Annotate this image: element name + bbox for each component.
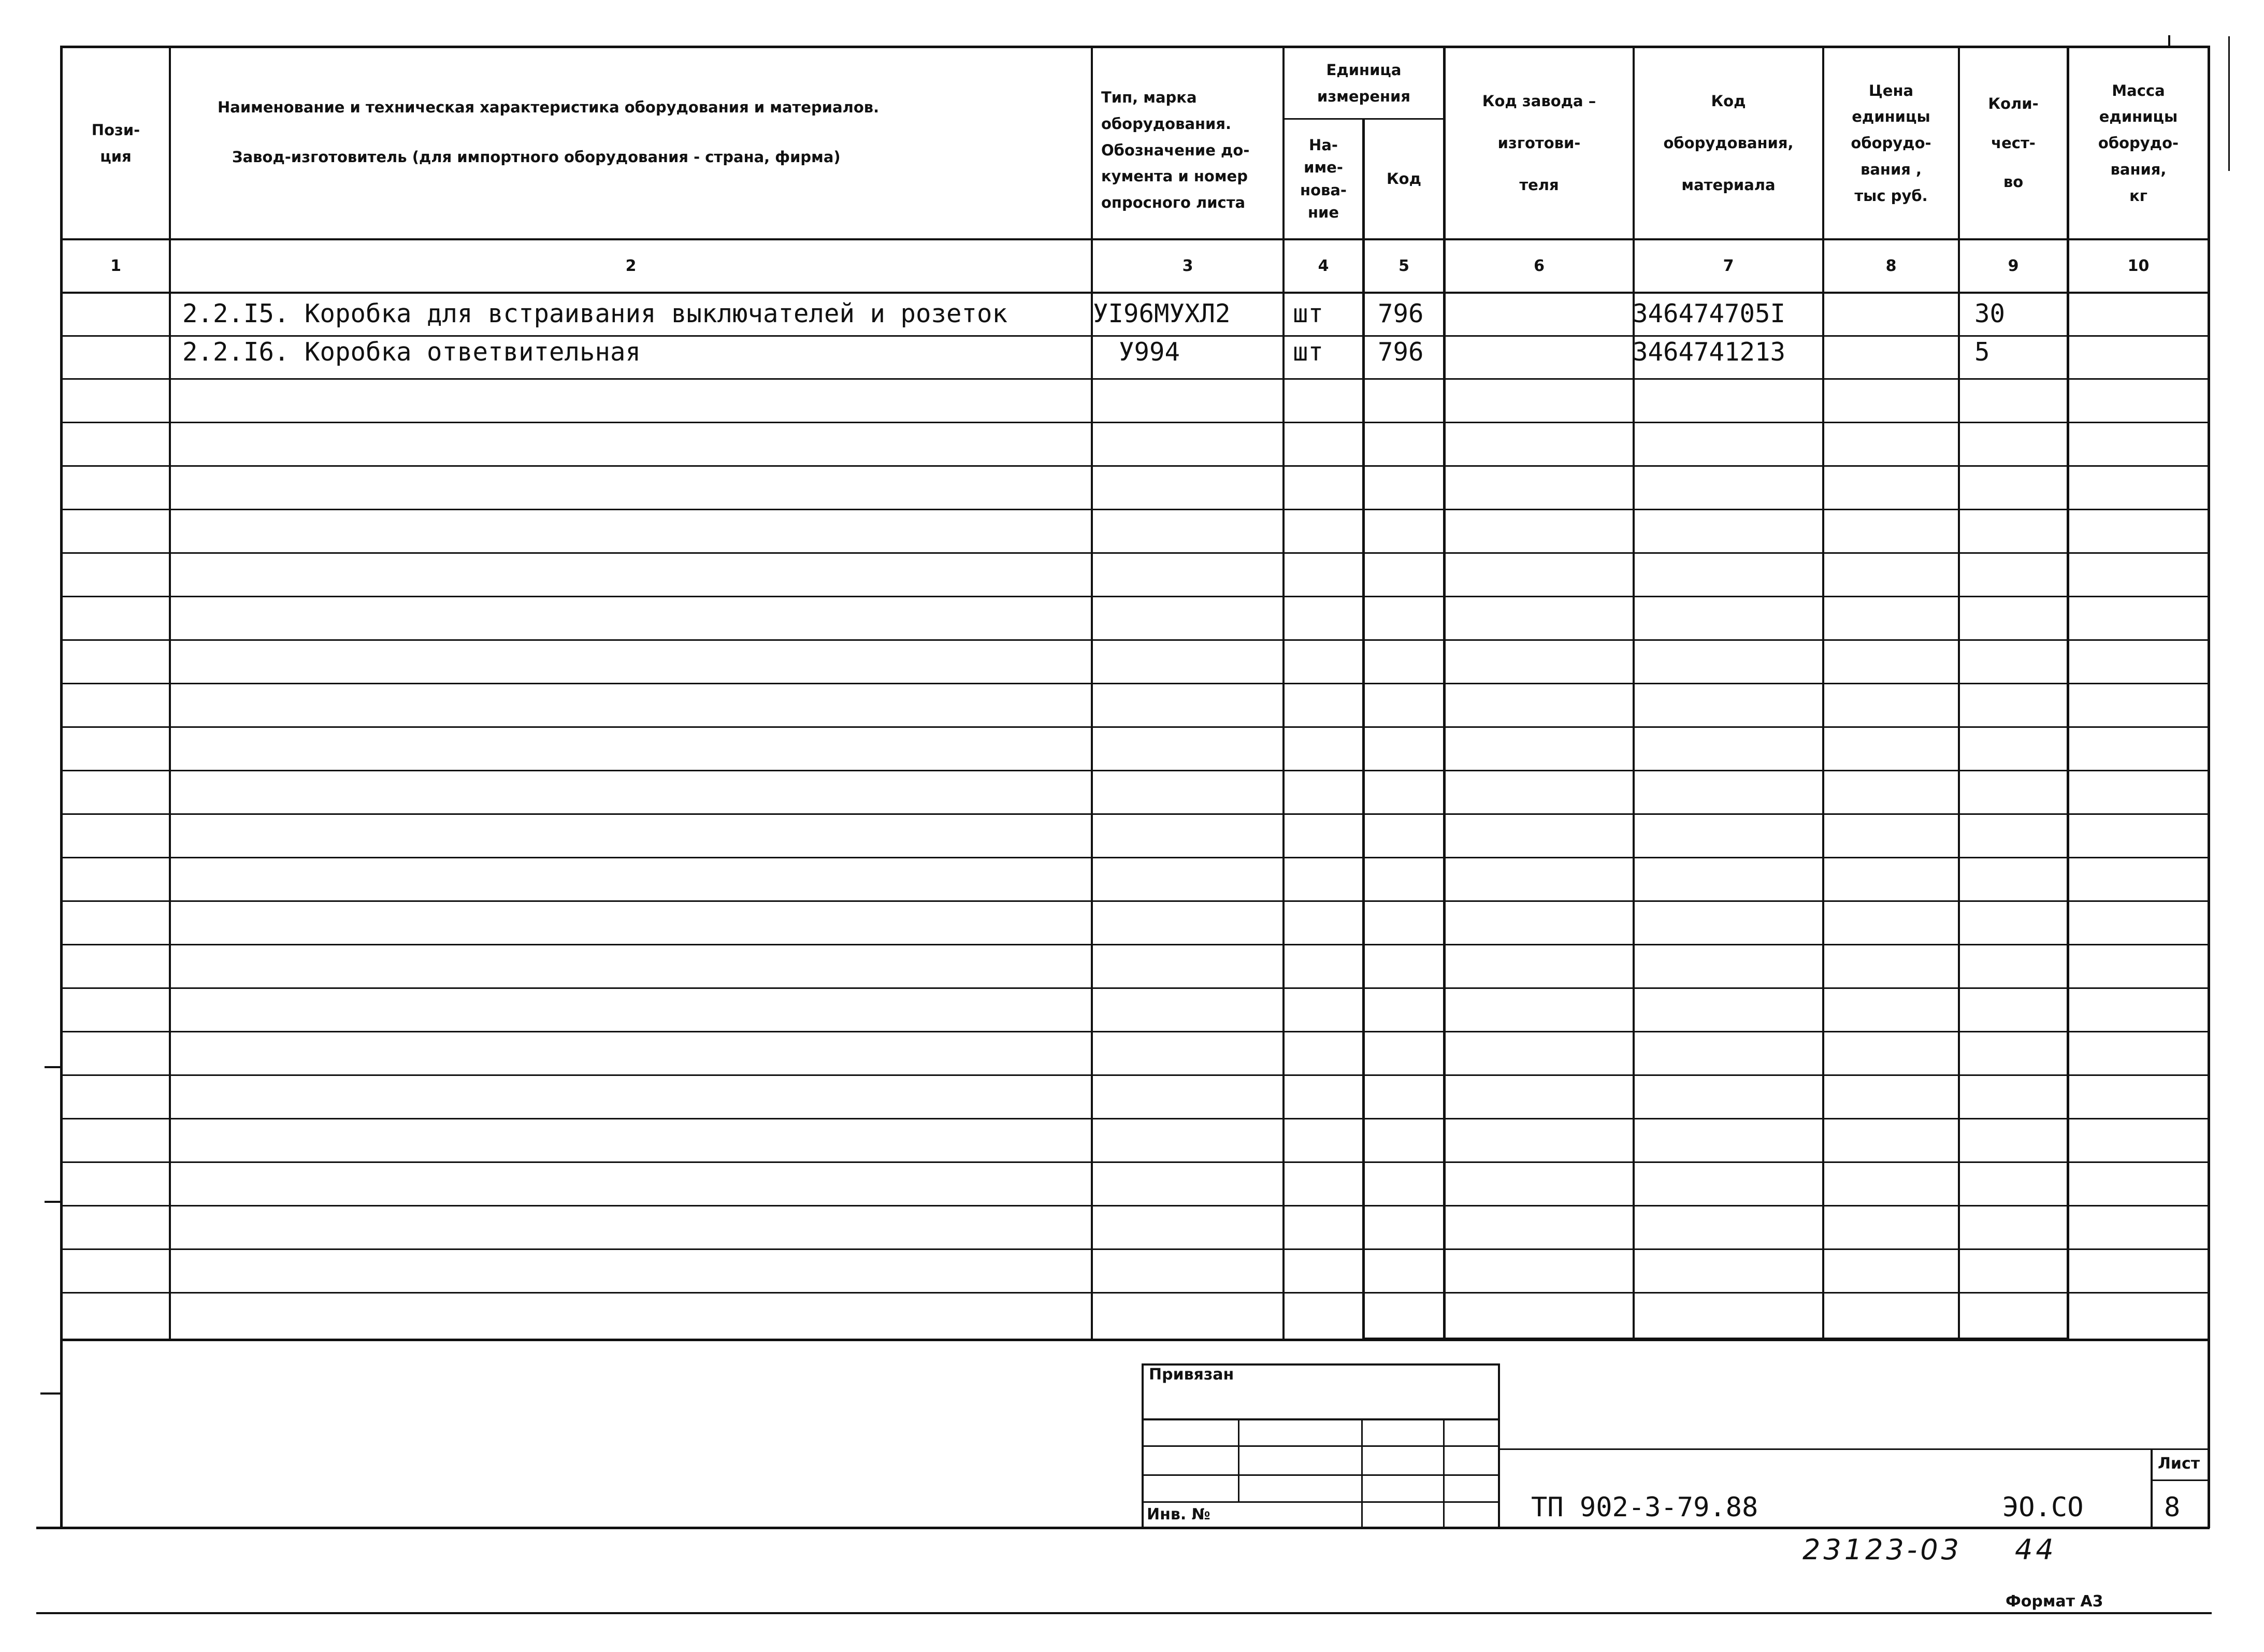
- header-name-line2: Завод-изготовитель (для импортного оборудования - страна, фирма): [232, 148, 841, 166]
- column-number: 9: [2008, 257, 2019, 275]
- column-number: 8: [1885, 257, 1897, 275]
- header-unit-name: На- име- нова- ние: [1300, 136, 1347, 221]
- row-unit-name: шт: [1293, 337, 1324, 367]
- row-type: УI96МУХЛ2: [1093, 299, 1231, 328]
- column-number: 3: [1182, 257, 1193, 275]
- column-number: 7: [1723, 257, 1734, 275]
- column-number: 1: [110, 257, 121, 275]
- header-equipment-code: Код оборудования, материала: [1663, 92, 1794, 194]
- row-equipment-code: 346474705I: [1633, 299, 1786, 328]
- column-number: 6: [1534, 257, 1545, 275]
- row-equipment-code: 3464741213: [1633, 337, 1786, 367]
- header-price: Цена единицы оборудо- вания , тыс руб.: [1851, 81, 1931, 205]
- sheet-number: 8: [2164, 1492, 2181, 1523]
- document-code: ТП 902-3-79.88: [1531, 1492, 1758, 1523]
- privyazan-label: Привязан: [1149, 1366, 1234, 1384]
- column-number: 5: [1398, 257, 1409, 275]
- header-position: Пози- ция: [91, 121, 140, 165]
- header-manufacturer-code: Код завода – изготови- теля: [1482, 92, 1596, 194]
- header-type: Тип, марка оборудования. Обозначение до- кумента и номер опросного листа: [1101, 89, 1250, 212]
- row-quantity: 5: [1974, 337, 1990, 367]
- row-unit-code: 796: [1378, 337, 1424, 367]
- header-name-line1: Наименование и техническая характеристика оборудования и материалов.: [218, 98, 879, 116]
- header-quantity: Коли- чест- во: [1988, 95, 2039, 191]
- column-number: 2: [625, 257, 637, 275]
- column-number: 10: [2127, 257, 2150, 275]
- header-unit-code: Код: [1386, 170, 1422, 188]
- sheet-label: Лист: [2158, 1455, 2200, 1473]
- row-quantity: 30: [1974, 299, 2006, 328]
- header-unit: Единица измерения: [1317, 61, 1410, 105]
- row-name: 2.2.I6. Коробка ответвительная: [182, 337, 641, 367]
- column-number: 4: [1318, 257, 1329, 275]
- row-type: У994: [1119, 337, 1180, 367]
- row-name: 2.2.I5. Коробка для встраивания выключателей и розеток: [182, 299, 1008, 328]
- row-unit-name: шт: [1293, 299, 1324, 328]
- header-mass: Масса единицы оборудо- вания, кг: [2098, 81, 2179, 205]
- section-code: ЭО.СО: [2002, 1492, 2084, 1523]
- format-label: Формат А3: [2006, 1592, 2103, 1611]
- inventory-number-label: Инв. №: [1147, 1505, 1210, 1524]
- archive-page: 44: [2015, 1533, 2057, 1566]
- row-unit-code: 796: [1378, 299, 1424, 328]
- archive-number: 23123-03: [1802, 1533, 1962, 1566]
